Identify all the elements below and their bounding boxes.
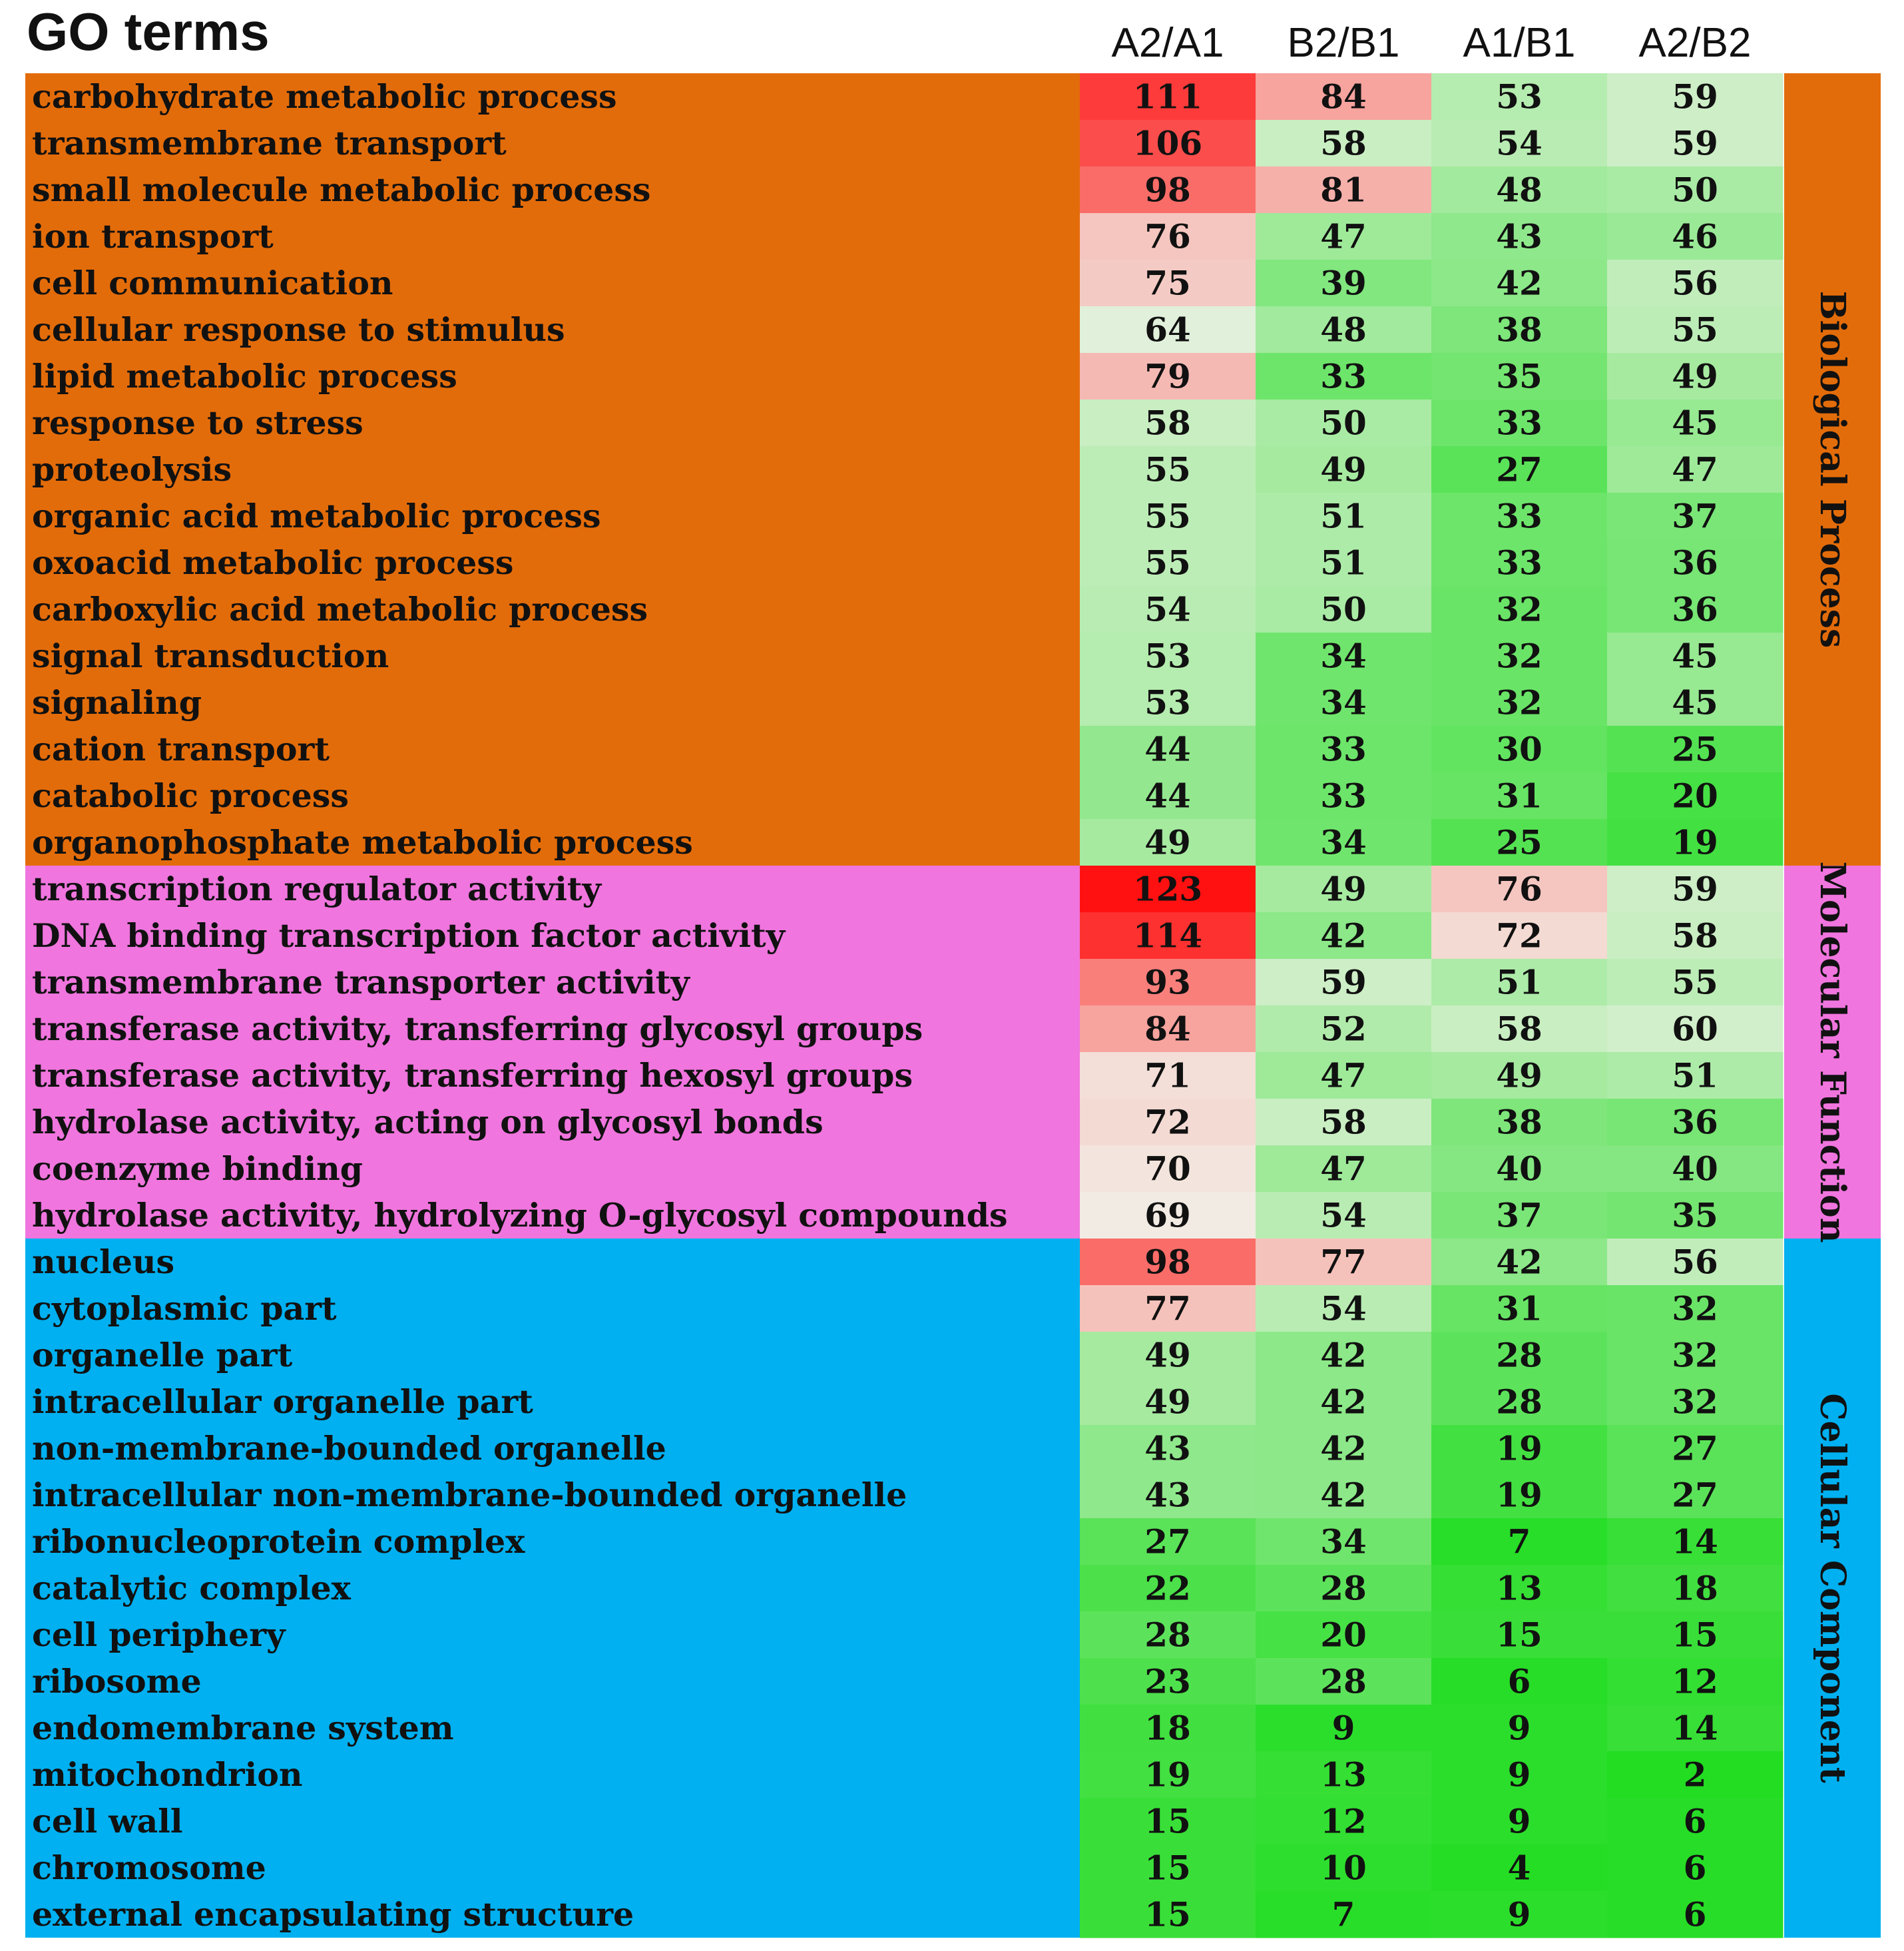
cell-value-label: 33 xyxy=(1496,403,1543,443)
cell-value-label: 32 xyxy=(1672,1335,1718,1375)
cell-value-label: 30 xyxy=(1496,729,1543,769)
cell-value-label: 40 xyxy=(1672,1149,1718,1189)
term-label: transferase activity, transferring hexosyl groups xyxy=(32,1056,913,1095)
cell-value-label: 79 xyxy=(1144,356,1191,396)
column-header: A1/B1 xyxy=(1463,20,1576,66)
cell-value-label: 44 xyxy=(1144,729,1191,769)
cell-value-label: 49 xyxy=(1144,822,1191,862)
category-labels xyxy=(1812,291,1853,1783)
column-header: B2/B1 xyxy=(1287,20,1400,66)
term-label: transmembrane transporter activity xyxy=(32,963,690,1001)
cell-value-label: 7 xyxy=(1507,1522,1531,1561)
cell-value-label: 32 xyxy=(1496,683,1543,722)
cell-value-label: 71 xyxy=(1144,1055,1191,1095)
term-label: cellular response to stimulus xyxy=(32,310,565,349)
term-label: intracellular organelle part xyxy=(32,1382,533,1421)
term-label: small molecule metabolic process xyxy=(32,170,651,209)
cell-value-label: 48 xyxy=(1320,310,1367,350)
cell-value-label: 28 xyxy=(1496,1382,1543,1422)
cell-value-label: 84 xyxy=(1320,77,1367,117)
cell-value-label: 33 xyxy=(1320,776,1367,816)
cell-value-label: 28 xyxy=(1496,1335,1543,1375)
term-label: hydrolase activity, hydrolyzing O-glycosyl compounds xyxy=(32,1196,1008,1235)
cell-value-label: 45 xyxy=(1672,683,1718,722)
cell-value-label: 46 xyxy=(1672,216,1718,256)
cell-value-label: 56 xyxy=(1672,1242,1718,1282)
cell-value-label: 20 xyxy=(1672,776,1718,816)
term-label: intracellular non-membrane-bounded organelle xyxy=(32,1476,907,1514)
cell-value-label: 27 xyxy=(1144,1522,1191,1561)
cell-value-label: 6 xyxy=(1507,1661,1531,1701)
cell-value-label: 58 xyxy=(1144,403,1191,443)
cell-value-label: 6 xyxy=(1683,1801,1707,1841)
cell-value-label: 76 xyxy=(1496,869,1543,909)
cell-value-label: 42 xyxy=(1496,1242,1543,1282)
cell-value-label: 28 xyxy=(1320,1568,1367,1608)
cell-value-label: 15 xyxy=(1672,1615,1718,1655)
cell-value-label: 60 xyxy=(1672,1009,1718,1049)
term-label: organelle part xyxy=(32,1336,293,1374)
cell-value-label: 59 xyxy=(1320,962,1367,1002)
term-label: transmembrane transport xyxy=(32,124,507,162)
term-label: transferase activity, transferring glycosyl groups xyxy=(32,1009,923,1048)
cell-value-label: 54 xyxy=(1144,589,1191,629)
term-label: coenzyme binding xyxy=(32,1149,363,1188)
term-label: hydrolase activity, acting on glycosyl bonds xyxy=(32,1103,824,1141)
cell-value-label: 52 xyxy=(1320,1009,1367,1049)
term-label: ion transport xyxy=(32,217,274,256)
cell-value-label: 14 xyxy=(1672,1708,1718,1748)
cell-value-label: 27 xyxy=(1672,1428,1718,1468)
cell-value-label: 123 xyxy=(1132,869,1203,909)
cell-value-label: 51 xyxy=(1320,496,1367,536)
cell-value-label: 9 xyxy=(1507,1755,1531,1795)
cell-value-label: 7 xyxy=(1331,1894,1355,1934)
cell-value-label: 58 xyxy=(1672,916,1718,956)
cell-value-label: 38 xyxy=(1496,1102,1543,1142)
cell-value-label: 40 xyxy=(1496,1149,1543,1189)
term-label: chromosome xyxy=(32,1848,266,1887)
cell-value-label: 6 xyxy=(1683,1894,1707,1934)
cell-value-label: 77 xyxy=(1320,1242,1367,1282)
cell-value-label: 50 xyxy=(1672,170,1718,210)
cell-value-label: 19 xyxy=(1672,822,1718,862)
cell-value-label: 64 xyxy=(1144,310,1191,350)
cell-value-label: 34 xyxy=(1320,636,1367,676)
cell-value-label: 42 xyxy=(1320,1335,1367,1375)
cell-value-label: 32 xyxy=(1672,1288,1718,1328)
term-label: oxoacid metabolic process xyxy=(32,543,514,582)
column-headers xyxy=(1112,20,1752,66)
cell-value-label: 45 xyxy=(1672,636,1718,676)
cell-value-label: 33 xyxy=(1320,356,1367,396)
cell-value-label: 58 xyxy=(1496,1009,1543,1049)
cell-value-label: 33 xyxy=(1496,496,1543,536)
cell-value-label: 47 xyxy=(1320,216,1367,256)
cell-value-label: 75 xyxy=(1144,263,1191,303)
cell-value-label: 55 xyxy=(1144,449,1191,489)
cell-value-label: 81 xyxy=(1320,170,1367,210)
term-label: cation transport xyxy=(32,730,330,768)
cell-value-label: 49 xyxy=(1320,869,1367,909)
term-label: carbohydrate metabolic process xyxy=(32,77,617,116)
cell-value-label: 84 xyxy=(1144,1009,1191,1049)
cell-value-label: 27 xyxy=(1672,1475,1718,1515)
cell-value-label: 42 xyxy=(1496,263,1543,303)
cell-value-label: 51 xyxy=(1672,1055,1718,1095)
cell-value-label: 114 xyxy=(1132,916,1203,956)
term-label: lipid metabolic process xyxy=(32,357,457,396)
cell-value-label: 93 xyxy=(1144,962,1191,1002)
cell-value-label: 45 xyxy=(1672,403,1718,443)
cell-value-label: 55 xyxy=(1672,962,1718,1002)
cell-value-label: 51 xyxy=(1320,543,1367,583)
term-label: organophosphate metabolic process xyxy=(32,823,693,862)
cell-value-label: 2 xyxy=(1683,1755,1707,1795)
cell-value-label: 59 xyxy=(1672,77,1718,117)
cell-value-label: 47 xyxy=(1320,1055,1367,1095)
cell-value-label: 42 xyxy=(1320,1475,1367,1515)
cell-value-label: 55 xyxy=(1144,543,1191,583)
cell-value-label: 50 xyxy=(1320,403,1367,443)
cell-value-label: 18 xyxy=(1144,1708,1191,1748)
term-label: cytoplasmic part xyxy=(32,1289,337,1328)
cell-value-label: 42 xyxy=(1320,916,1367,956)
term-label: cell communication xyxy=(32,264,393,302)
term-label: carboxylic acid metabolic process xyxy=(32,590,648,629)
cell-value-label: 69 xyxy=(1144,1195,1191,1235)
category-label: Cellular Component xyxy=(1812,1393,1853,1783)
cell-value-label: 76 xyxy=(1144,216,1191,256)
cell-value-label: 4 xyxy=(1507,1848,1531,1888)
term-label: catalytic complex xyxy=(32,1569,351,1607)
chart-title: GO terms xyxy=(27,2,270,61)
cell-value-label: 18 xyxy=(1672,1568,1718,1608)
term-label: nucleus xyxy=(32,1243,175,1281)
cell-value-label: 10 xyxy=(1320,1848,1367,1888)
cell-value-label: 53 xyxy=(1144,683,1191,722)
cell-value-label: 35 xyxy=(1672,1195,1718,1235)
cell-value-label: 53 xyxy=(1144,636,1191,676)
cell-value-label: 59 xyxy=(1672,123,1718,163)
cell-value-label: 33 xyxy=(1320,729,1367,769)
category-label: Biological Process xyxy=(1812,290,1853,649)
cell-value-label: 38 xyxy=(1496,310,1543,350)
cell-value-label: 43 xyxy=(1496,216,1543,256)
cell-value-label: 42 xyxy=(1320,1428,1367,1468)
cell-value-label: 19 xyxy=(1496,1428,1543,1468)
cell-value-label: 15 xyxy=(1144,1801,1191,1841)
cell-value-label: 53 xyxy=(1496,77,1543,117)
cell-value-label: 15 xyxy=(1496,1615,1543,1655)
cell-value-label: 59 xyxy=(1672,869,1718,909)
term-label: response to stress xyxy=(32,404,363,442)
cell-value-label: 28 xyxy=(1320,1661,1367,1701)
cell-value-label: 13 xyxy=(1320,1755,1367,1795)
cell-value-label: 22 xyxy=(1144,1568,1191,1608)
category-label: Molecular Function xyxy=(1812,861,1853,1243)
cell-value-label: 54 xyxy=(1320,1288,1367,1328)
column-header: A2/A1 xyxy=(1111,20,1224,66)
cell-value-label: 106 xyxy=(1132,123,1203,163)
cell-value-label: 98 xyxy=(1144,170,1191,210)
term-label: endomembrane system xyxy=(32,1709,454,1747)
cell-value-label: 20 xyxy=(1320,1615,1367,1655)
cell-value-label: 42 xyxy=(1320,1382,1367,1422)
cell-value-label: 32 xyxy=(1672,1382,1718,1422)
cell-value-label: 9 xyxy=(1507,1801,1531,1841)
cell-value-label: 49 xyxy=(1144,1382,1191,1422)
term-label: signal transduction xyxy=(32,637,389,675)
cell-value-label: 27 xyxy=(1496,449,1543,489)
cell-value-label: 50 xyxy=(1320,589,1367,629)
cell-value-label: 111 xyxy=(1132,77,1203,117)
cell-value-label: 15 xyxy=(1144,1894,1191,1934)
cell-value-label: 49 xyxy=(1144,1335,1191,1375)
cell-value-label: 32 xyxy=(1496,589,1543,629)
cell-value-label: 36 xyxy=(1672,589,1718,629)
cell-value-label: 19 xyxy=(1144,1755,1191,1795)
cell-value-label: 6 xyxy=(1683,1848,1707,1888)
term-label: cell periphery xyxy=(32,1615,286,1654)
column-header: A2/B2 xyxy=(1638,20,1752,66)
cell-value-label: 35 xyxy=(1496,356,1543,396)
cell-value-label: 25 xyxy=(1672,729,1718,769)
cell-value-label: 98 xyxy=(1144,1242,1191,1282)
term-label: ribosome xyxy=(32,1662,202,1701)
cell-value-label: 54 xyxy=(1320,1195,1367,1235)
cell-value-label: 37 xyxy=(1672,496,1718,536)
cell-value-label: 48 xyxy=(1496,170,1543,210)
cell-value-label: 72 xyxy=(1144,1102,1191,1142)
term-label: signaling xyxy=(32,683,202,722)
cell-value-label: 34 xyxy=(1320,822,1367,862)
cell-value-label: 55 xyxy=(1144,496,1191,536)
cell-value-label: 54 xyxy=(1496,123,1543,163)
cell-value-label: 9 xyxy=(1331,1708,1355,1748)
cell-value-label: 12 xyxy=(1320,1801,1367,1841)
heatmap-cells xyxy=(1080,73,1784,1938)
term-label: organic acid metabolic process xyxy=(32,497,601,535)
cell-value-label: 19 xyxy=(1496,1475,1543,1515)
cell-value-label: 23 xyxy=(1144,1661,1191,1701)
cell-value-label: 25 xyxy=(1496,822,1543,862)
cell-value-label: 58 xyxy=(1320,123,1367,163)
cell-value-label: 43 xyxy=(1144,1428,1191,1468)
cell-value-label: 55 xyxy=(1672,310,1718,350)
cell-value-label: 9 xyxy=(1507,1894,1531,1934)
cell-value-label: 49 xyxy=(1496,1055,1543,1095)
cell-value-label: 47 xyxy=(1320,1149,1367,1189)
cell-value-label: 32 xyxy=(1496,636,1543,676)
cell-value-label: 31 xyxy=(1496,1288,1543,1328)
cell-value-label: 49 xyxy=(1672,356,1718,396)
cell-value-label: 36 xyxy=(1672,1102,1718,1142)
cell-value-label: 37 xyxy=(1496,1195,1543,1235)
cell-value-label: 43 xyxy=(1144,1475,1191,1515)
term-label: catabolic process xyxy=(32,776,349,815)
cell-value-label: 31 xyxy=(1496,776,1543,816)
term-label: ribonucleoprotein complex xyxy=(32,1522,525,1561)
cell-value-label: 70 xyxy=(1144,1149,1191,1189)
term-label: transcription regulator activity xyxy=(32,870,602,908)
cell-value-label: 72 xyxy=(1496,916,1543,956)
cell-value-label: 44 xyxy=(1144,776,1191,816)
cell-value-label: 49 xyxy=(1320,449,1367,489)
term-label: mitochondrion xyxy=(32,1755,303,1794)
cell-value-label: 14 xyxy=(1672,1522,1718,1561)
cell-value-label: 56 xyxy=(1672,263,1718,303)
cell-value-label: 51 xyxy=(1496,962,1543,1002)
cell-value-label: 77 xyxy=(1144,1288,1191,1328)
cell-value-label: 47 xyxy=(1672,449,1718,489)
cell-value-label: 9 xyxy=(1507,1708,1531,1748)
cell-value-label: 34 xyxy=(1320,683,1367,722)
cell-value-label: 39 xyxy=(1320,263,1367,303)
cell-value-label: 15 xyxy=(1144,1848,1191,1888)
cell-value-label: 33 xyxy=(1496,543,1543,583)
term-label: proteolysis xyxy=(32,450,232,489)
cell-value-label: 12 xyxy=(1672,1661,1718,1701)
cell-value-label: 28 xyxy=(1144,1615,1191,1655)
term-label: non-membrane-bounded organelle xyxy=(32,1429,666,1468)
cell-value-label: 13 xyxy=(1496,1568,1543,1608)
cell-value-label: 36 xyxy=(1672,543,1718,583)
term-label: external encapsulating structure xyxy=(32,1895,634,1934)
cell-value-label: 34 xyxy=(1320,1522,1367,1561)
cell-value-label: 58 xyxy=(1320,1102,1367,1142)
term-label: DNA binding transcription factor activity xyxy=(32,916,786,955)
term-label: cell wall xyxy=(32,1802,183,1840)
